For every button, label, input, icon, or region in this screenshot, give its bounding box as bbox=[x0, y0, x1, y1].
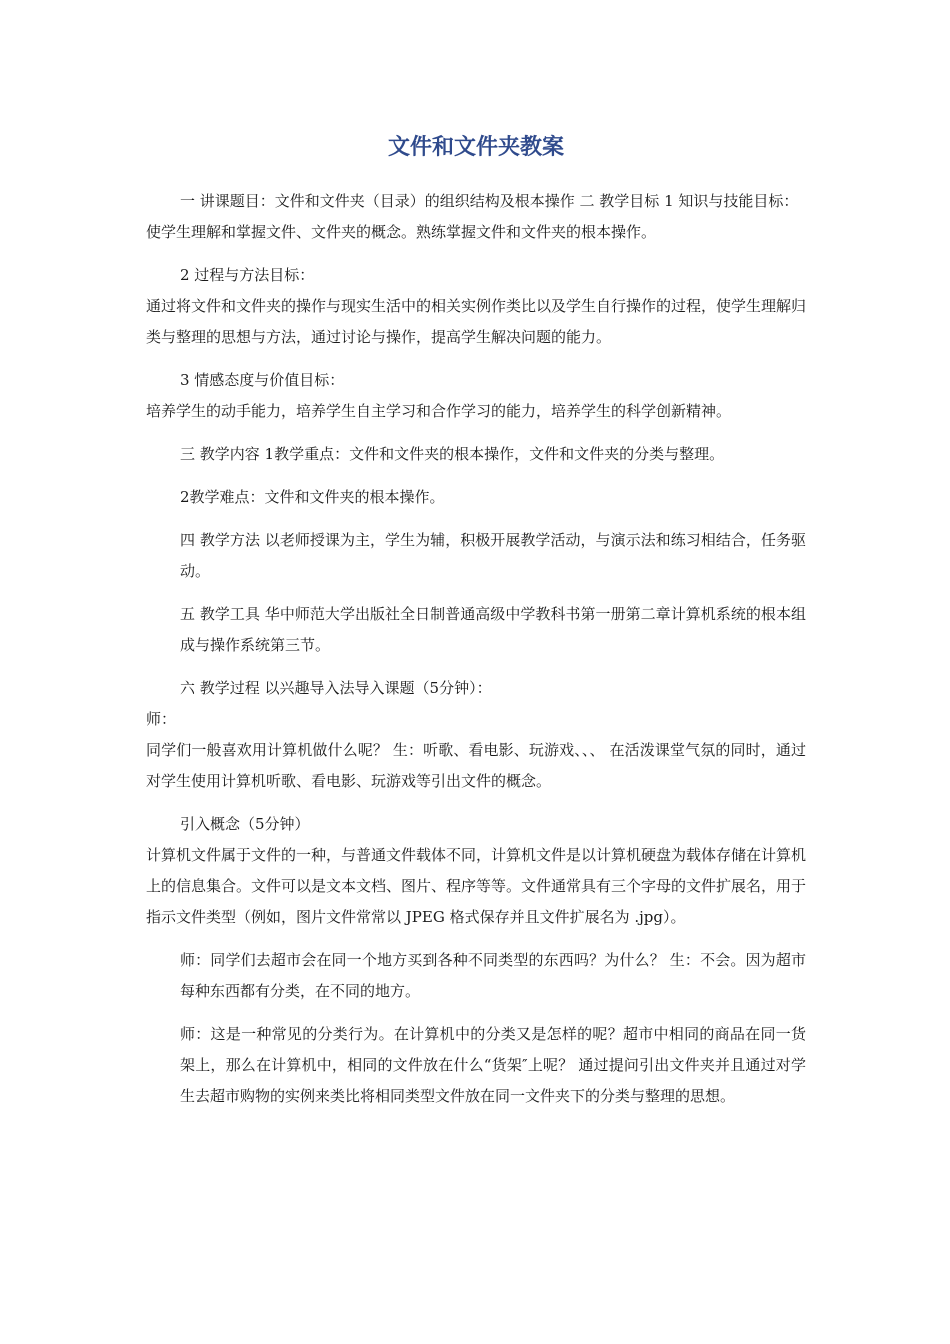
paragraph-teaching-tools bbox=[146, 599, 806, 661]
paragraph-introduce-concept bbox=[146, 809, 806, 933]
text-line: 使学生理解和掌握文件、文件夹的概念。熟练掌握文件和文件夹的根本操作。 bbox=[146, 223, 657, 241]
text-line: 培养学生的动手能力，培养学生自主学习和合作学习的能力，培养学生的科学创新精神。 bbox=[146, 402, 732, 420]
text-line: 一 讲课题目：文件和文件夹（目录）的组织结构及根本操作 二 教学目标 1 知识与技能目标： bbox=[180, 192, 799, 210]
text-line: 三 教学内容 1教学重点：文件和文件夹的根本操作，文件和文件夹的分类与整理。 bbox=[180, 445, 725, 463]
text-line: 师：这是一种常见的分类行为。在计算机中的分类又是怎样的呢？超市中相同的商品在同一货架上，那么在计算机中，相同的文件放在什么“货架″上呢？ 通过提问引出文件夹并且通过对学生去超市购物的实例来类比将相同类型文件放在同一文件夹下的分类与整理的思想。 bbox=[180, 1025, 806, 1105]
text-line: 师： bbox=[146, 710, 177, 728]
text-line: 同学们一般喜欢用计算机做什么呢？ 生：听歌、看电影、玩游戏、、、 在活泼课堂气氛的同时，通过对学生使用计算机听歌、看电影、玩游戏等引出文件的概念。 bbox=[146, 741, 806, 790]
paragraph-supermarket-question bbox=[146, 945, 806, 1007]
text-line: 引入概念（5分钟） bbox=[180, 815, 310, 833]
paragraph-teaching-content bbox=[146, 439, 806, 470]
text-line: 2 过程与方法目标： bbox=[180, 266, 315, 284]
text-line: 六 教学过程 以兴趣导入法导入课题（5分钟）： bbox=[180, 679, 492, 697]
text-line: 2教学难点：文件和文件夹的根本操作。 bbox=[180, 488, 445, 506]
paragraph-attitude-goals bbox=[146, 365, 806, 427]
paragraph-teaching-difficulty bbox=[146, 482, 806, 513]
text-line: 通过将文件和文件夹的操作与现实生活中的相关实例作类比以及学生自行操作的过程，使学生理解归类与整理的思想与方法，通过讨论与操作，提高学生解决问题的能力。 bbox=[146, 297, 807, 346]
text-line: 五 教学工具 华中师范大学出版社全日制普通高级中学教科书第一册第二章计算机系统的根本组成与操作系统第三节。 bbox=[180, 605, 806, 654]
text-line: 计算机文件属于文件的一种，与普通文件载体不同，计算机文件是以计算机硬盘为载体存储在计算机上的信息集合。文件可以是文本文档、图片、程序等等。文件通常具有三个字母的文件扩展名，用于指示文件类型（例如，图片文件常常以 JPEG 格式保存并且文件扩展名为 .jpg）。 bbox=[146, 846, 807, 926]
page-title: 文件和文件夹教案 bbox=[387, 135, 564, 160]
text-line: 师：同学们去超市会在同一个地方买到各种不同类型的东西吗？为什么？ 生：不会。因为超市每种东西都有分类，在不同的地方。 bbox=[180, 951, 806, 1000]
paragraph-course-goals bbox=[146, 186, 806, 248]
document-page bbox=[146, 130, 806, 1124]
text-line: 四 教学方法 以老师授课为主，学生为辅，积极开展教学活动，与演示法和练习相结合，任务驱动。 bbox=[180, 531, 806, 580]
paragraph-teaching-method bbox=[146, 525, 806, 587]
paragraph-classification bbox=[146, 1019, 806, 1112]
paragraph-teaching-process bbox=[146, 673, 806, 797]
paragraph-process-goals bbox=[146, 260, 806, 353]
text-line: 3 情感态度与价值目标： bbox=[180, 371, 345, 389]
